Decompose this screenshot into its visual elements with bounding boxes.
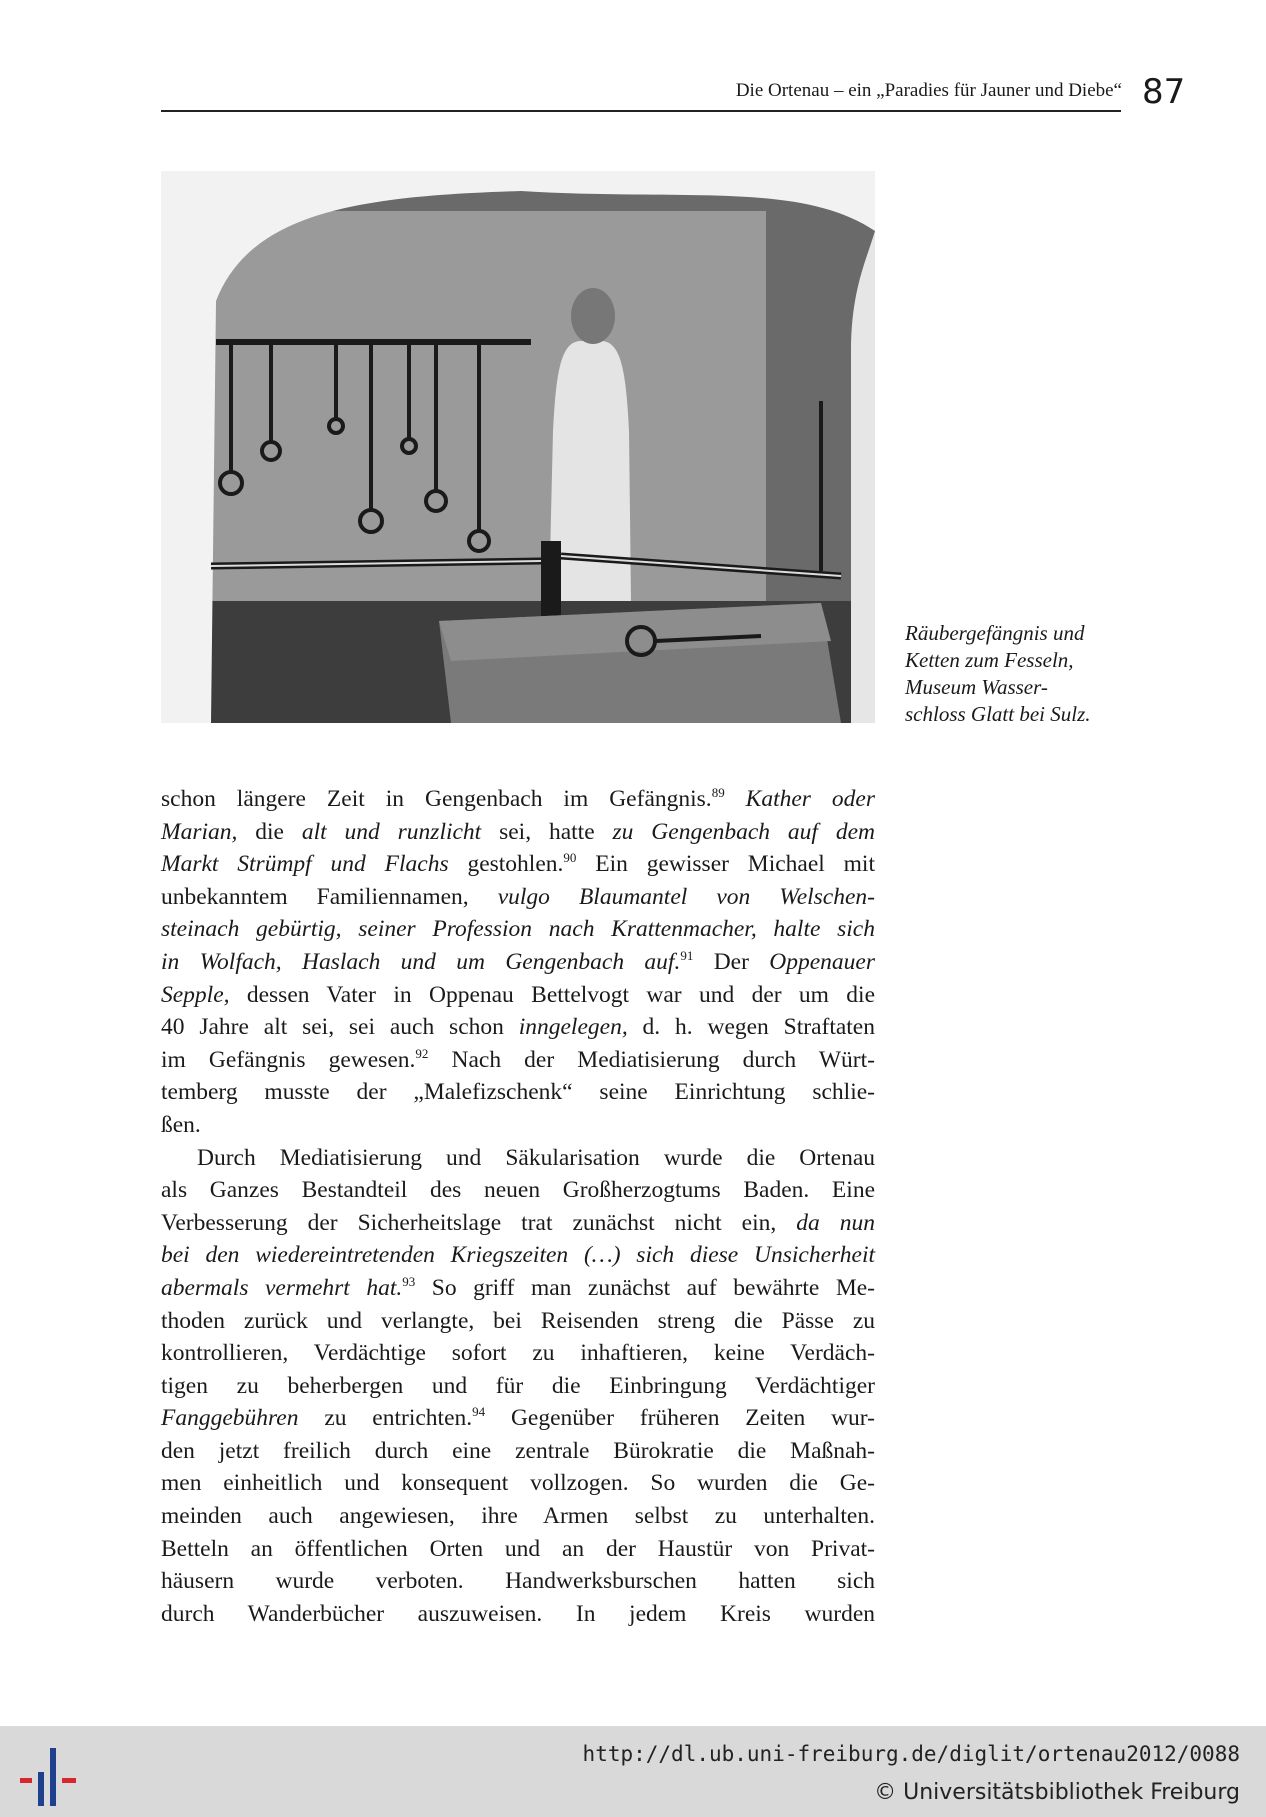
text-line: Marian, die alt und runzlicht sei, hatte zu Gengenbach auf dem bbox=[161, 818, 875, 845]
text-line: kontrollieren, Verdächtige sofort zu inhaftieren, keine Verdäch- bbox=[161, 1340, 875, 1367]
text-line: thoden zurück und verlangte, bei Reisenden streng die Pässe zu bbox=[161, 1307, 875, 1334]
caption-line: Ketten zum Fesseln, bbox=[905, 648, 1074, 672]
caption-line: schloss Glatt bei Sulz. bbox=[905, 702, 1091, 726]
figure-caption bbox=[905, 620, 1091, 728]
text-line: tigen zu beherbergen und für die Einbringung Verdächtiger bbox=[161, 1372, 875, 1399]
text-line: Fanggebühren zu entrichten.$^{94}$ Gegenüber früheren Zeiten wur- bbox=[161, 1404, 875, 1432]
text-line: temberg musste der „Malefizschenk“ seine Einrichtung schlie- bbox=[161, 1079, 875, 1106]
page-number: 87 bbox=[1142, 72, 1186, 112]
text-line: steinach gebürtig, seiner Profession nach Krattenmacher, halte sich bbox=[161, 916, 875, 943]
text-line: schon längere Zeit in Gengenbach im Gefängnis.$^{89}$ Kather oder bbox=[161, 785, 876, 812]
text-line: in Wolfach, Haslach und um Gengenbach auf.$^{91}$ Der Oppenauer bbox=[161, 947, 875, 975]
text-line: als Ganzes Bestandteil des neuen Großherzogtums Baden. Eine bbox=[161, 1177, 875, 1204]
header-rule bbox=[161, 110, 1121, 112]
text-line: den jetzt freilich durch eine zentrale Bürokratie die Maßnah- bbox=[161, 1437, 875, 1464]
text-line: im Gefängnis gewesen.$^{92}$ Nach der Mediatisierung durch Würt- bbox=[161, 1045, 875, 1073]
text-line: meinden auch angewiesen, ihre Armen selbst zu unterhalten. bbox=[161, 1503, 875, 1530]
prison-photo bbox=[161, 171, 875, 723]
caption-line: Räubergefängnis und bbox=[905, 621, 1085, 645]
text-line: bei den wiedereintretenden Kriegszeiten (…) sich diese Unsicherheit bbox=[161, 1242, 875, 1269]
text-line: ßen. bbox=[161, 1111, 201, 1138]
text-line: Betteln an öffentlichen Orten und an der Haustür von Privat- bbox=[161, 1535, 875, 1562]
ub-freiburg-logo-icon bbox=[14, 1742, 84, 1812]
text-line: 40 Jahre alt sei, sei auch schon inngelegen, d. h. wegen Straftaten bbox=[161, 1014, 875, 1041]
text-line: häusern wurde verboten. Handwerksburschen hatten sich bbox=[161, 1568, 875, 1595]
body-text bbox=[161, 783, 875, 1630]
text-line: Durch Mediatisierung und Säkularisation wurde die Ortenau bbox=[197, 1144, 875, 1171]
text-line: durch Wanderbücher auszuweisen. In jedem Kreis wurden bbox=[161, 1600, 875, 1627]
caption-line: Museum Wasser- bbox=[905, 675, 1048, 699]
running-header-title: Die Ortenau – ein „Paradies für Jauner und Diebe“ bbox=[735, 80, 1122, 101]
text-line: Markt Strümpf und Flachs gestohlen.$^{90}$ Ein gewisser Michael mit bbox=[161, 850, 875, 878]
text-line: Verbesserung der Sicherheitslage trat zunächst nicht ein, da nun bbox=[161, 1209, 875, 1236]
footer-url[interactable]: http://dl.ub.uni-freiburg.de/diglit/ortenau2012/0088 bbox=[582, 1742, 1240, 1766]
text-line: Sepple, dessen Vater in Oppenau Bettelvogt war und der um die bbox=[161, 981, 875, 1008]
text-line: men einheitlich und konsequent vollzogen. So wurden die Ge- bbox=[161, 1470, 875, 1497]
text-line: unbekanntem Familiennamen, vulgo Blaumantel von Welschen- bbox=[161, 883, 875, 910]
footer-copyright: © Universitätsbibliothek Freiburg bbox=[874, 1780, 1240, 1805]
text-line: abermals vermehrt hat.$^{93}$ So griff man zunächst auf bewährte Me- bbox=[161, 1273, 875, 1301]
